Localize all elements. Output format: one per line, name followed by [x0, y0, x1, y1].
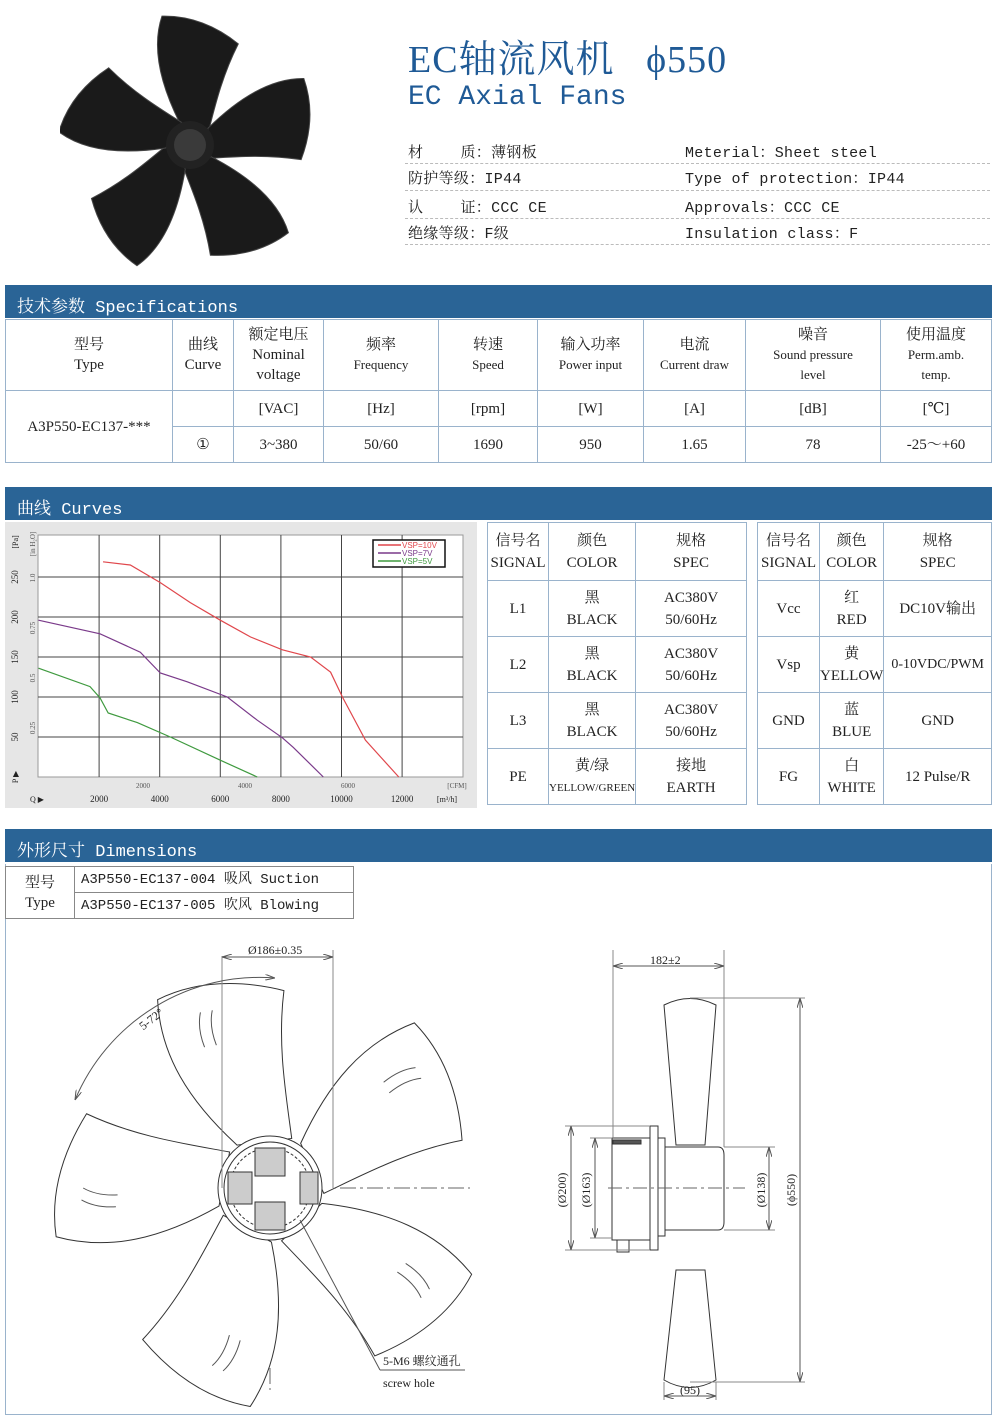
x-prefix: Q ▶ [30, 795, 44, 804]
inh2o-tick-label: 0.75 [29, 621, 37, 635]
inh2o-tick-label: 0.25 [29, 721, 37, 735]
info-approvals-en: Approvals：CCC CE [685, 200, 840, 217]
divider [405, 218, 990, 219]
performance-curve-chart [5, 522, 477, 808]
divider [405, 244, 990, 245]
x-tick-label: 4000 [150, 794, 169, 804]
y-tick-label: 100 [10, 690, 20, 704]
plot-area [38, 535, 463, 777]
y-tick-label: 150 [10, 650, 20, 664]
depth-label: 182±2 [650, 953, 681, 967]
fan-product-photo [60, 10, 320, 280]
table-header-row: 型号 Type 曲线 Curve 额定电压 Nominal voltage 频率 Frequency 转速 Speed 输入功率 Power input 电流 Current draw 噪音 Sound pressure level 使用温度 Perm.amb. temp. [6, 320, 992, 391]
screw-hole-label-cn: 5-M6 螺纹通孔 [383, 1354, 461, 1368]
table-row: ① 3~380 50/60 1690 950 1.65 78 -25～+60 [6, 427, 992, 463]
angle-label: 5-72° [136, 1005, 167, 1033]
section-header-specifications: 技术参数 Specifications [5, 285, 992, 318]
table-row: PE 黄/绿 YELLOW/GREEN 接地 EARTH [488, 749, 747, 805]
cfm-tick-label: 4000 [238, 782, 252, 790]
d163-label: (Ø163) [579, 1172, 593, 1208]
product-subtitle: EC Axial Fans [408, 82, 627, 113]
cfm-tick-label: 2000 [136, 782, 150, 790]
x-tick-label: 2000 [90, 794, 109, 804]
legend-label: VSP=5V [402, 557, 433, 566]
section-header-dimensions: 外形尺寸 Dimensions [5, 829, 992, 862]
wiring-table-signal: 信号名 SIGNAL 颜色 COLOR 规格 SPEC Vcc 红 RED DC10V输出 Vsp 黄 YELLOW 0-10VDC/PWM GND 蓝 BLUE GND FG 白 WHITE 12 Pulse/R [757, 522, 992, 805]
y-tick-label: 200 [10, 610, 20, 624]
y-tick-label: 50 [10, 732, 20, 742]
info-material-en: Meterial：Sheet steel [685, 145, 878, 162]
y2-axis-label: [in H₂O] [29, 531, 37, 557]
inh2o-tick-label: 1.0 [29, 573, 37, 583]
divider [405, 190, 990, 191]
model-cell: A3P550-EC137-*** [6, 391, 173, 463]
info-approvals-cn: 认 证：CCC CE [408, 200, 547, 217]
info-material-cn: 材 质：薄钢板 [408, 145, 538, 162]
cfm-tick-label: 6000 [341, 782, 355, 790]
dimension-drawings [0, 920, 1000, 1415]
product-title: EC轴流风机 ϕ550 [408, 39, 728, 81]
table-row: L3 黑 BLACK AC380V 50/60Hz [488, 693, 747, 749]
legend-label: VSP=10V [402, 541, 437, 550]
d200-label: (Ø200) [555, 1172, 569, 1208]
section-header-curves: 曲线 Curves [5, 487, 992, 520]
table-row: FG 白 WHITE 12 Pulse/R [758, 749, 992, 805]
y-tick-label: 250 [10, 570, 20, 584]
hub-diameter-label: Ø186±0.35 [248, 943, 303, 957]
table-row: L1 黑 BLACK AC380V 50/60Hz [488, 581, 747, 637]
d550-label: (ϕ550) [784, 1173, 798, 1207]
specifications-table [5, 319, 992, 463]
x-tick-label: 8000 [271, 794, 290, 804]
d138-label: (Ø138) [754, 1172, 768, 1208]
x2-axis-label: [CFM] [447, 782, 467, 790]
front-view-drawing [50, 950, 479, 1413]
table-row: Vsp 黄 YELLOW 0-10VDC/PWM [758, 637, 992, 693]
width-95-label: (95) [680, 1383, 700, 1397]
info-protection-cn: 防护等级：IP44 [408, 171, 522, 188]
table-row: GND 蓝 BLUE GND [758, 693, 992, 749]
units-row: A3P550-EC137-*** [VAC] [Hz] [rpm] [W] [A] [dB] [℃] [6, 391, 992, 427]
screw-hole-label-en: screw hole [383, 1376, 435, 1390]
table-row: Vcc 红 RED DC10V输出 [758, 581, 992, 637]
y-prefix: P ▶ [11, 770, 20, 784]
divider [405, 163, 990, 164]
fan-blade-outline [155, 972, 309, 1158]
info-insulation-en: Insulation class：F [685, 226, 859, 243]
x-tick-label: 6000 [211, 794, 230, 804]
x-axis-label: [m³/h] [436, 795, 458, 804]
y-axis-label: [Pa] [11, 535, 20, 549]
info-protection-en: Type of protection：IP44 [685, 171, 905, 188]
wiring-table-power: 信号名 SIGNAL 颜色 COLOR 规格 SPEC L1 黑 BLACK AC380V 50/60Hz L2 黑 BLACK AC380V 50/60Hz L3 黑 BLACK AC380V 50/60Hz PE 黄/绿 YELLOW/GREEN 接地 EARTH [487, 522, 747, 805]
inh2o-tick-label: 0.5 [29, 673, 37, 683]
info-insulation-cn: 绝缘等级：F级 [408, 226, 510, 243]
table-row: L2 黑 BLACK AC380V 50/60Hz [488, 637, 747, 693]
x-tick-label: 12000 [390, 794, 414, 804]
x-tick-label: 10000 [330, 794, 353, 804]
fan-blade-outline [50, 1111, 232, 1260]
legend-label: VSP=7V [402, 549, 433, 558]
type-table: 型号 Type A3P550-EC137-004 吸风 Suction A3P550-EC137-005 吹风 Blowing [5, 866, 354, 919]
side-view-drawing [565, 950, 805, 1400]
